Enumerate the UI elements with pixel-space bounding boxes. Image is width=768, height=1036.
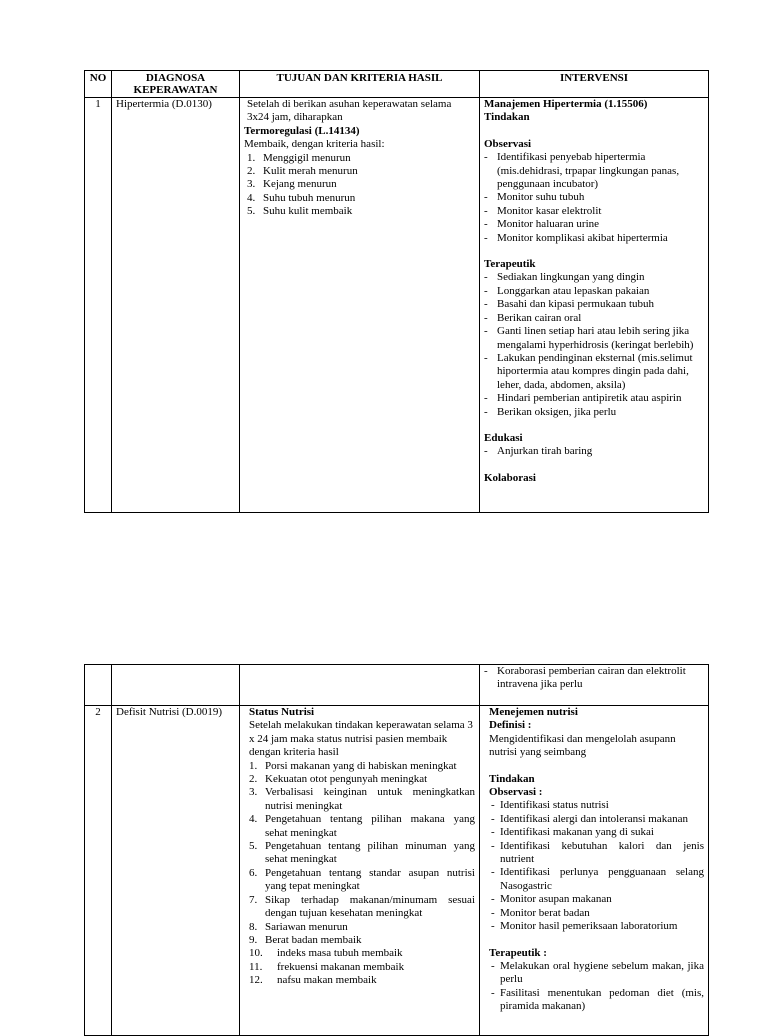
terapeutik-item: - Fasilitasi menentukan pedoman diet (mis, piramida makanan): [491, 986, 704, 1013]
observasi-item: - Monitor kasar elektrolit: [484, 204, 602, 217]
observasi-item: - Identifikasi penyebab hipertermia (mis.dehidrasi, trpapar lingkungan panas, penggunaan incubator): [484, 151, 680, 191]
row1-criteria-list: [244, 152, 475, 219]
row2-definisi-label: Definisi :: [489, 719, 532, 732]
row2-tujuan: [240, 706, 480, 1036]
row2-tujuan-intro: Setelah melakukan tindakan keperawatan selama 3 x 24 jam maka status nutrisi pasien membaik dengan kriteria hasil: [249, 719, 473, 759]
header-diagnosa: DIAGNOSA KEPERAWATAN: [112, 71, 240, 98]
nursing-care-table-1: [84, 70, 709, 513]
observasi-item: - Identifikasi perlunya pengguanaan selang Nasogastric: [491, 866, 704, 892]
row1-edukasi-label: Edukasi: [484, 431, 523, 444]
criteria-item: 3. Verbalisasi keinginan untuk meningkatkan nutrisi meningkat: [249, 786, 475, 812]
observasi-item: - Monitor berat badan: [491, 906, 590, 919]
criteria-item: 4. Pengetahuan tentang pilihan makana yang sehat meningkat: [249, 813, 475, 839]
header-intervensi: INTERVENSI: [480, 71, 709, 98]
row1-tujuan-sub: Membaik, dengan kriteria hasil:: [244, 138, 385, 151]
criteria-item: 6. Pengetahuan tentang standar asupan nutrisi yang tepat meningkat: [249, 866, 475, 893]
terapeutik-item: - Berikan oksigen, jika perlu: [484, 405, 617, 418]
row2-tindakan-label: Tindakan: [489, 772, 535, 785]
criteria-item: 1. Porsi makanan yang di habiskan meningkat: [249, 759, 457, 772]
observasi-item: - Identifikasi alergi dan intoleransi makanan: [491, 812, 688, 825]
observasi-item: - Identifikasi kebutuhan kalori dan jenis nutrient: [491, 839, 704, 866]
terapeutik-item: - Hindari pemberian antipiretik atau aspirin: [484, 392, 682, 405]
criteria-item: 5. Suhu kulit membaik: [247, 205, 353, 218]
criteria-item: 2. Kekuatan otot pengunyah meningkat: [249, 773, 428, 786]
terapeutik-item: - Lakukan pendinginan eksternal (mis.selimut hiportermia atau kompres dingin pada dahi, leher, dada, abdomen, aksila): [484, 351, 693, 391]
observasi-item: - Monitor haluaran urine: [484, 218, 600, 231]
row2-diagnosa: Defisit Nutrisi (D.0019): [112, 706, 240, 1036]
observasi-item: - Identifikasi makanan yang di sukai: [491, 826, 654, 839]
row2-definisi: Mengidentifikasi dan mengelolah asupann nutrisi yang seimbang: [489, 732, 676, 759]
row1-tujuan-intro: Setelah di berikan asuhan keperawatan selama 3x24 jam, diharapkan: [247, 98, 452, 124]
observasi-item: - Identifikasi status nutrisi: [491, 799, 609, 812]
nursing-care-table-2: [84, 664, 709, 1036]
terapeutik-item: - Longgarkan atau lepaskan pakaian: [484, 284, 650, 297]
row1-tujuan: [240, 98, 480, 513]
criteria-item: 7. Sikap terhadap makanan/minumam sesuai dengan tujuan kesehatan meningkat: [249, 893, 475, 920]
criteria-item: 4. Suhu tubuh menurun: [247, 191, 356, 204]
header-no: NO: [85, 71, 112, 98]
terapeutik-item: - Sediakan lingkungan yang dingin: [484, 271, 645, 284]
criteria-item: 11. frekuensi makanan membaik: [249, 960, 405, 973]
cont-diagnosa: [112, 665, 240, 706]
observasi-item: - Monitor suhu tubuh: [484, 191, 585, 204]
row2-tujuan-heading: Status Nutrisi: [249, 706, 315, 718]
criteria-item: 1. Menggigil menurun: [247, 151, 351, 164]
criteria-item: 9. Berat badan membaik: [249, 933, 362, 946]
row2-terapeutik-label: Terapeutik :: [489, 946, 547, 959]
kolaborasi-item: - Koraborasi pemberian cairan dan elektrolit intravena jika perlu: [484, 665, 686, 691]
terapeutik-item: - Melakukan oral hygiene sebelum makan, jika perlu: [491, 959, 704, 986]
criteria-item: 10. indeks masa tubuh membaik: [249, 947, 403, 960]
criteria-item: 5. Pengetahuan tentang pilihan minuman yang sehat meningkat: [249, 840, 475, 866]
row1-diagnosa: Hipertermia (D.0130): [112, 98, 240, 513]
row2-terapeutik-list: [489, 960, 704, 1014]
cont-no: [85, 665, 112, 706]
row1-terapeutik-list: [484, 271, 704, 418]
cont-tujuan: [240, 665, 480, 706]
header-tujuan: TUJUAN DAN KRITERIA HASIL: [240, 71, 480, 98]
row1-edukasi-list: [484, 445, 704, 458]
terapeutik-item: - Ganti linen setiap hari atau lebih sering jika mengalami hyperhidrosis (keringat berlebih): [484, 325, 694, 351]
row2-observasi-label: Observasi :: [489, 786, 543, 799]
row2-criteria-list: [249, 760, 475, 988]
row2-observasi-list: [489, 799, 704, 933]
row1-observasi-label: Observasi: [484, 137, 532, 150]
terapeutik-item: - Basahi dan kipasi permukaan tubuh: [484, 298, 655, 311]
criteria-item: 3. Kejang menurun: [247, 178, 337, 191]
criteria-item: 8. Sariawan menurun: [249, 920, 348, 933]
cont-kolaborasi-list: [484, 665, 704, 692]
row1-tindakan-label: Tindakan: [484, 111, 530, 124]
observasi-item: - Monitor hasil pemeriksaan laboratorium: [491, 920, 678, 933]
row2-intervensi-title: Menejemen nutrisi: [489, 706, 578, 718]
terapeutik-item: - Berikan cairan oral: [484, 311, 582, 324]
row1-terapeutik-label: Terapeutik: [484, 258, 536, 271]
edukasi-item: - Anjurkan tirah baring: [484, 445, 593, 458]
criteria-item: 12. nafsu makan membaik: [249, 974, 377, 987]
cont-intervensi: [480, 665, 709, 706]
observasi-item: - Monitor asupan makanan: [491, 893, 612, 906]
row1-no: 1: [85, 98, 112, 513]
row1-kolaborasi-label: Kolaborasi: [484, 471, 536, 484]
row1-intervensi-title: Manajemen Hipertermia (1.15506): [484, 98, 648, 110]
row2-intervensi: [480, 706, 709, 1036]
row1-observasi-list: [484, 151, 704, 245]
criteria-item: 2. Kulit merah menurun: [247, 165, 358, 178]
observasi-item: - Monitor komplikasi akibat hipertermia: [484, 231, 668, 244]
row1-tujuan-heading: Termoregulasi (L.14134): [244, 124, 360, 137]
row1-intervensi: [480, 98, 709, 513]
row2-no: 2: [85, 706, 112, 1036]
